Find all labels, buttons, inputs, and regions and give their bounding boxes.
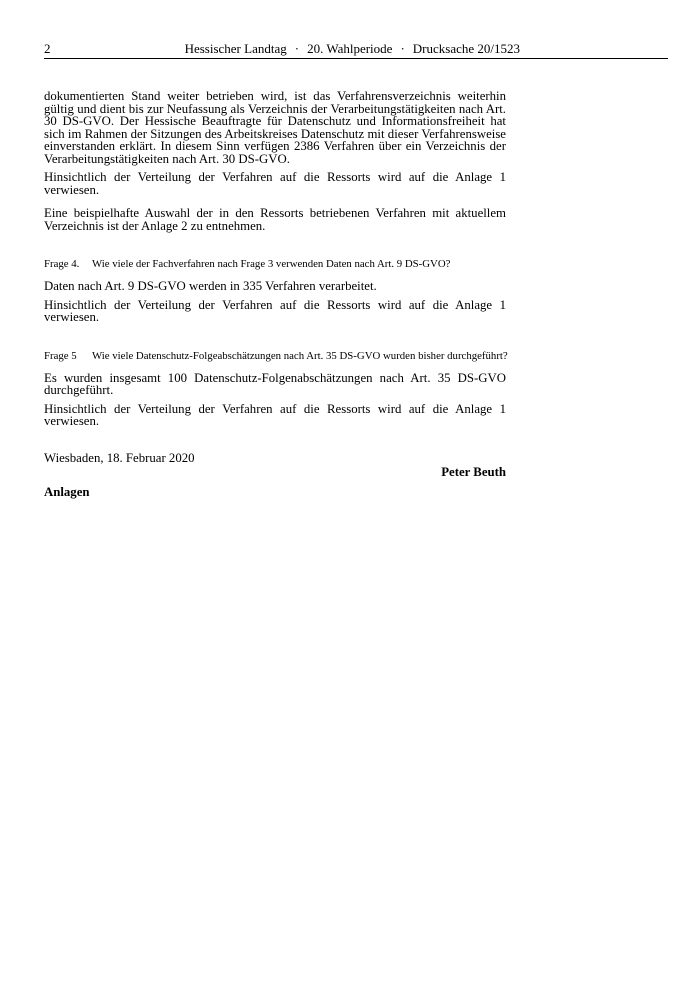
answer-paragraph: Es wurden insgesamt 100 Datenschutz-Folgenabschätzungen nach Art. 35 DS-GVO durchgeführt. (44, 370, 506, 397)
parliament-name: Hessischer Landtag (184, 41, 287, 56)
question-text: Wie viele Datenschutz-Folgeabschätzungen nach Art. 35 DS-GVO wurden bisher durchgeführt? (92, 349, 508, 362)
question-text: Wie viele der Fachverfahren nach Frage 3 verwenden Daten nach Art. 9 DS-GVO? (92, 258, 451, 270)
question-label: Frage 5 (44, 349, 77, 362)
header-separator: · (294, 41, 300, 56)
question-5 (44, 350, 506, 363)
intro-paragraph: Hinsichtlich der Verteilung der Verfahren auf die Ressorts wird auf die Anlage 1 verwiesen. (44, 170, 506, 197)
legislative-period: 20. Wahlperiode (307, 41, 393, 56)
intro-paragraph: Eine beispielhafte Auswahl der in den Ressorts betriebenen Verfahren mit aktuellem Verzeichnis ist der Anlage 2 zu entnehmen. (44, 206, 506, 233)
answer-paragraph: Hinsichtlich der Verteilung der Verfahren auf die Ressorts wird auf die Anlage 1 verwiesen. (44, 297, 506, 324)
page-header (44, 40, 668, 59)
place-date: Wiesbaden, 18. Februar 2020 (44, 450, 195, 465)
answer-paragraph: Daten nach Art. 9 DS-GVO werden in 335 Verfahren verarbeitet. (44, 279, 377, 293)
intro-paragraph: dokumentierten Stand weiter betrieben wird, ist das Verfahrensverzeichnis weiterhin gültig und dient bis zur Neufassung als Verzeichnis der Verarbeitungstätigkeiten nach Art. 30 DS-GVO. Der Hessische Beauftragte für Datenschutz und Informationsfreiheit hat sich im Rahmen der Sitzungen des Arbeitskreises Datenschutz mit dieser Verfahrensweise einverstanden erklärt. In diesem Sinn verfügen 2386 Verfahren über ein Verzeichnis der Verarbeitungstätigkeiten nach Art. 30 DS-GVO. (44, 89, 506, 166)
signature-block (44, 452, 506, 482)
question-4 (44, 258, 506, 271)
attachments-heading: Anlagen (44, 485, 90, 499)
signer-name: Peter Beuth (441, 464, 506, 479)
header-separator: · (400, 41, 405, 56)
document-body (44, 90, 506, 482)
answer-paragraph: Hinsichtlich der Verteilung der Verfahren auf die Ressorts wird auf die Anlage 1 verwiesen. (44, 401, 506, 428)
document-number: Drucksache 20/1523 (412, 41, 520, 56)
running-head (185, 41, 520, 57)
page-number: 2 (44, 41, 51, 56)
question-label: Frage 4. (44, 258, 80, 270)
